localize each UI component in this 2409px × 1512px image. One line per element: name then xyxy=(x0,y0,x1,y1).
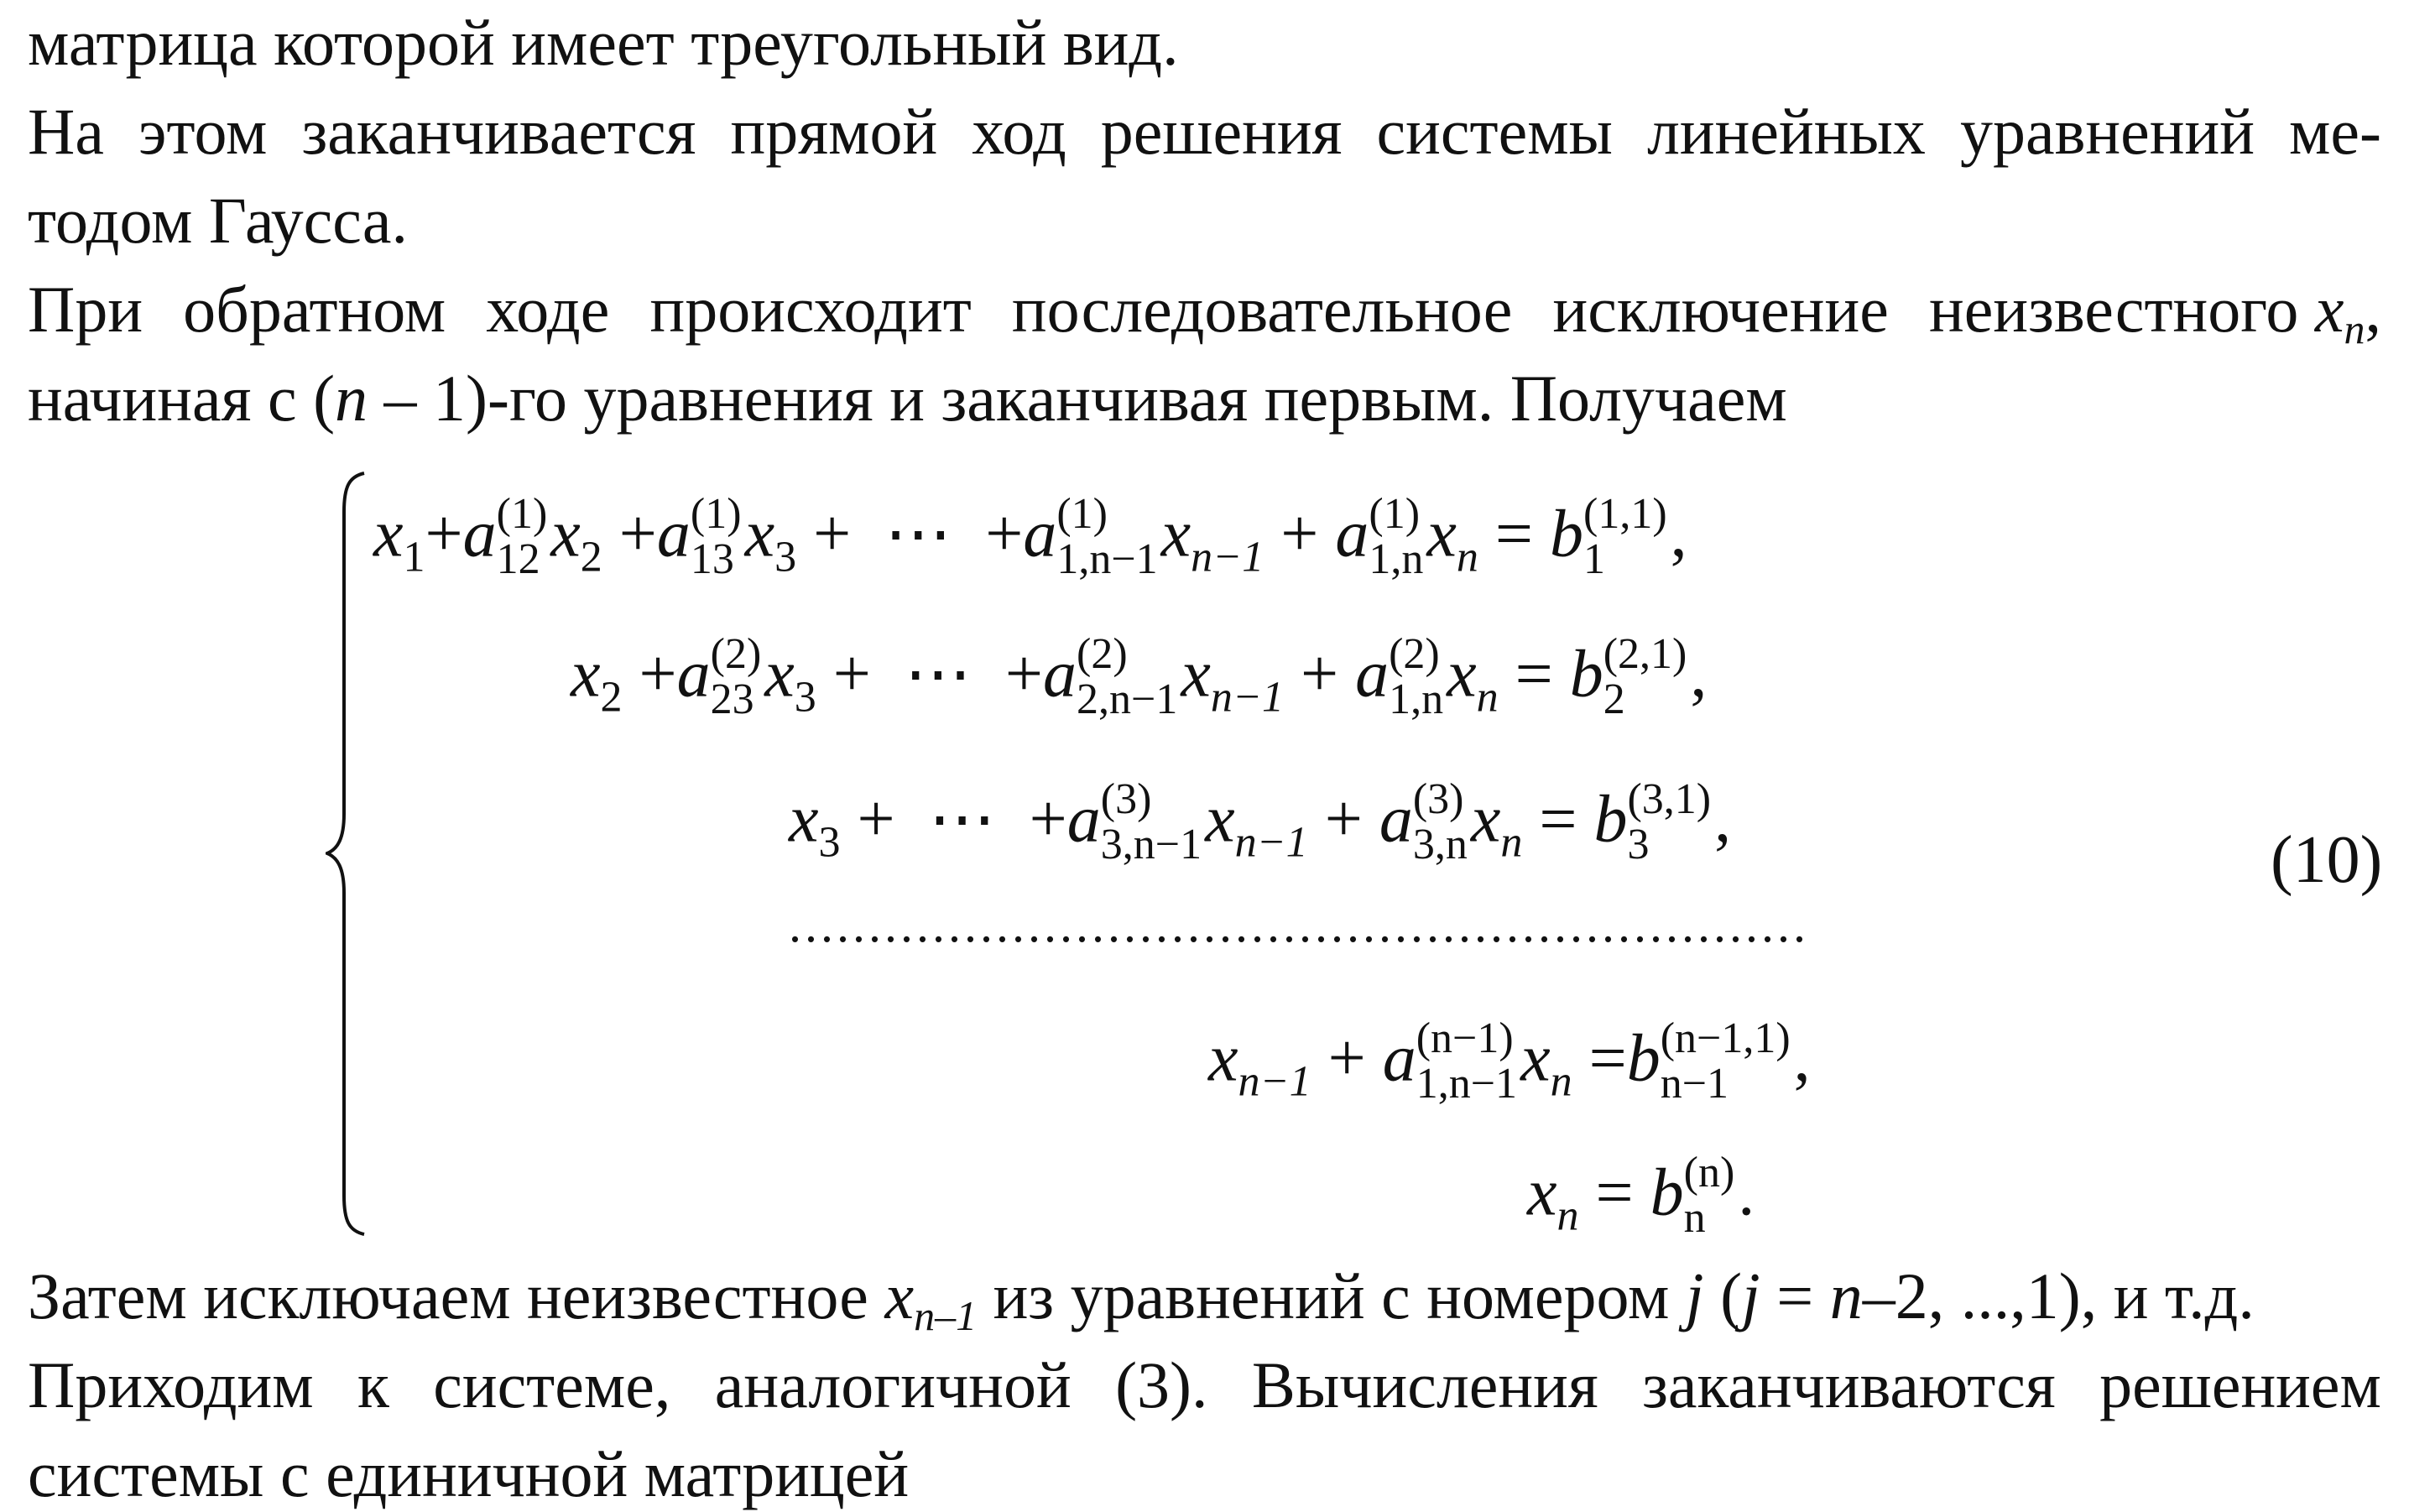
var: b xyxy=(1593,782,1628,857)
word: уравнений xyxy=(1959,95,2255,168)
var-x: x xyxy=(2314,273,2344,346)
text: ( xyxy=(1703,1259,1743,1332)
sub: 2 xyxy=(600,673,623,722)
var: a xyxy=(1043,637,1077,712)
word: аналогичной xyxy=(714,1348,1072,1421)
equation-row-3 xyxy=(789,775,1732,880)
word: системы xyxy=(1376,95,1613,168)
sub: 13 xyxy=(690,535,734,583)
word: прямой xyxy=(730,95,938,168)
var: a xyxy=(1066,782,1101,857)
op: + xyxy=(1307,782,1379,857)
sub: n xyxy=(1456,533,1478,581)
text: – 1)-го уравнения и заканчивая первым. Получаем xyxy=(368,362,1787,435)
text-line-3 xyxy=(28,183,2381,258)
text: = xyxy=(1760,1259,1830,1332)
sup: (1) xyxy=(496,490,548,538)
sub: n−1 xyxy=(1238,1057,1311,1106)
var: a xyxy=(462,497,497,571)
sub: 2,n−1 xyxy=(1077,675,1178,723)
sub: 2 xyxy=(1603,675,1625,723)
text-line-2 xyxy=(28,94,2381,169)
sub: 1,n xyxy=(1389,675,1444,723)
equation-row-1 xyxy=(373,490,1687,595)
var: x xyxy=(764,637,795,712)
sub: n−1 xyxy=(1660,1060,1729,1108)
sub: 3,n xyxy=(1412,821,1468,868)
word: Вычисления xyxy=(1251,1348,1598,1421)
word: ход xyxy=(972,95,1066,168)
var-j: j xyxy=(1742,1259,1760,1332)
op: + xyxy=(1311,1021,1383,1096)
text: из уравнений с номером xyxy=(977,1259,1686,1332)
sub: n xyxy=(1476,673,1499,722)
sub: n xyxy=(1550,1057,1572,1106)
var: x xyxy=(1520,1021,1551,1096)
word: обратном xyxy=(183,273,446,346)
var: a xyxy=(1355,637,1390,712)
op: , xyxy=(1714,782,1732,857)
sup: (1) xyxy=(1056,490,1108,538)
var: a xyxy=(1379,782,1413,857)
sub: n−1 xyxy=(1234,818,1308,867)
sup: (3) xyxy=(1100,775,1152,823)
word: заканчивается xyxy=(301,95,696,168)
sub: n−1 xyxy=(1191,533,1264,581)
var: x xyxy=(550,497,581,571)
var-x: x xyxy=(884,1259,915,1332)
op: , xyxy=(1793,1021,1811,1096)
sub: 2 xyxy=(580,533,602,581)
word: решением xyxy=(2099,1348,2381,1421)
sup: (2) xyxy=(1389,630,1440,678)
word: системе, xyxy=(433,1348,671,1421)
var: b xyxy=(1569,637,1603,712)
op: = xyxy=(1478,497,1551,571)
sub: 1 xyxy=(403,533,425,581)
text: системы с единичной матрицей xyxy=(28,1437,910,1510)
sup: (2) xyxy=(710,630,762,678)
word: ходе xyxy=(486,273,610,346)
word: ме- xyxy=(2289,95,2381,168)
var: x xyxy=(744,497,775,571)
op: + xyxy=(1283,637,1356,712)
text: Затем исключаем неизвестное xyxy=(28,1259,885,1332)
op: = xyxy=(1522,782,1594,857)
sup: (n−1) xyxy=(1416,1014,1514,1062)
word: к xyxy=(357,1348,389,1421)
sub: 1,n xyxy=(1369,535,1424,583)
word: Приходим xyxy=(28,1348,314,1421)
text-line-5 xyxy=(28,361,2381,436)
op: = xyxy=(1578,1155,1650,1230)
sub: 23 xyxy=(710,675,754,723)
sup: (n) xyxy=(1683,1149,1735,1197)
var: x xyxy=(1527,1155,1557,1230)
sup: (n−1,1) xyxy=(1660,1014,1791,1062)
sup: (2) xyxy=(1077,630,1128,678)
sup: (1,1) xyxy=(1583,490,1667,538)
var: x xyxy=(1205,782,1235,857)
word: исключение xyxy=(1552,273,1889,346)
sup: (1) xyxy=(1369,490,1421,538)
var: b xyxy=(1626,1021,1661,1096)
word: этом xyxy=(138,95,268,168)
sub: n xyxy=(2344,305,2365,352)
sub: 3 xyxy=(1627,821,1650,868)
word: решения xyxy=(1100,95,1343,168)
sub: 3 xyxy=(774,533,797,581)
op: = xyxy=(1498,637,1570,712)
text-line-1 xyxy=(28,5,2381,81)
text-line-7 xyxy=(28,1348,2381,1423)
var: x xyxy=(1447,637,1477,712)
var-xn xyxy=(2315,272,2381,367)
op: + xyxy=(425,497,463,571)
text: –2, ...,1), и т.д. xyxy=(1862,1259,2255,1332)
var: x xyxy=(571,637,601,712)
word: (3). xyxy=(1115,1348,1208,1421)
op: + ⋯ + xyxy=(840,782,1067,857)
word: заканчиваются xyxy=(1642,1348,2056,1421)
text-line-4 xyxy=(28,272,2381,367)
word: На xyxy=(28,95,104,168)
sub: 1,n−1 xyxy=(1056,535,1158,583)
sup: (2,1) xyxy=(1603,630,1687,678)
op: . xyxy=(1738,1155,1755,1230)
text-line-6 xyxy=(28,1259,2381,1353)
sup: (3,1) xyxy=(1627,775,1712,823)
var: x xyxy=(373,497,404,571)
sub: 3 xyxy=(794,673,816,722)
var: a xyxy=(1335,497,1369,571)
sub: n−1 xyxy=(1210,673,1284,722)
text: тодом Гаусса. xyxy=(28,184,408,257)
var: a xyxy=(676,637,711,712)
text-line-8 xyxy=(28,1436,2381,1512)
ellipsis-row: ................................................................ xyxy=(789,897,1809,952)
var: b xyxy=(1650,1155,1684,1230)
var: a xyxy=(1382,1021,1416,1096)
var-j: j xyxy=(1685,1259,1704,1332)
text: начиная с ( xyxy=(28,362,336,435)
sub: 1,n−1 xyxy=(1416,1060,1518,1108)
word: линейных xyxy=(1647,95,1926,168)
op: = xyxy=(1572,1021,1627,1096)
equation-number: (10) xyxy=(2271,823,2383,897)
left-brace xyxy=(326,470,376,1238)
var: x xyxy=(1426,497,1457,571)
equation-row-2 xyxy=(571,630,1708,735)
text: матрица которой имеет треугольный вид. xyxy=(28,6,1179,79)
sup: (1) xyxy=(690,490,742,538)
word: последовательное xyxy=(1011,273,1513,346)
equation-row-5 xyxy=(1527,1149,1755,1254)
word: происходит xyxy=(649,273,972,346)
word: При xyxy=(28,273,143,346)
op: , xyxy=(1690,637,1708,712)
op: , xyxy=(1670,497,1687,571)
sup: (3) xyxy=(1412,775,1464,823)
sub: 3,n−1 xyxy=(1100,821,1202,868)
var: x xyxy=(1470,782,1501,857)
var: a xyxy=(1023,497,1057,571)
var: b xyxy=(1550,497,1584,571)
var: x xyxy=(789,782,819,857)
sub: 1 xyxy=(1583,535,1606,583)
sub: n xyxy=(1683,1194,1706,1242)
var-n: n xyxy=(335,362,368,435)
op: + ⋯ + xyxy=(796,497,1024,571)
var-n: n xyxy=(1829,1259,1863,1332)
comma: , xyxy=(2365,273,2381,346)
word-group xyxy=(1929,272,2381,367)
word: неизвестного xyxy=(1928,273,2299,346)
op: + xyxy=(1264,497,1336,571)
sub: n xyxy=(1556,1191,1579,1240)
var: x xyxy=(1160,497,1191,571)
var: x xyxy=(1181,637,1211,712)
sub: n xyxy=(1500,818,1523,867)
equation-row-4 xyxy=(1208,1014,1811,1119)
sub: 3 xyxy=(818,818,841,867)
sub: 12 xyxy=(496,535,540,583)
var: x xyxy=(1208,1021,1238,1096)
var: a xyxy=(656,497,691,571)
sub: n–1 xyxy=(914,1292,978,1339)
op: + xyxy=(622,637,677,712)
op: + xyxy=(602,497,657,571)
op: + ⋯ + xyxy=(816,637,1044,712)
